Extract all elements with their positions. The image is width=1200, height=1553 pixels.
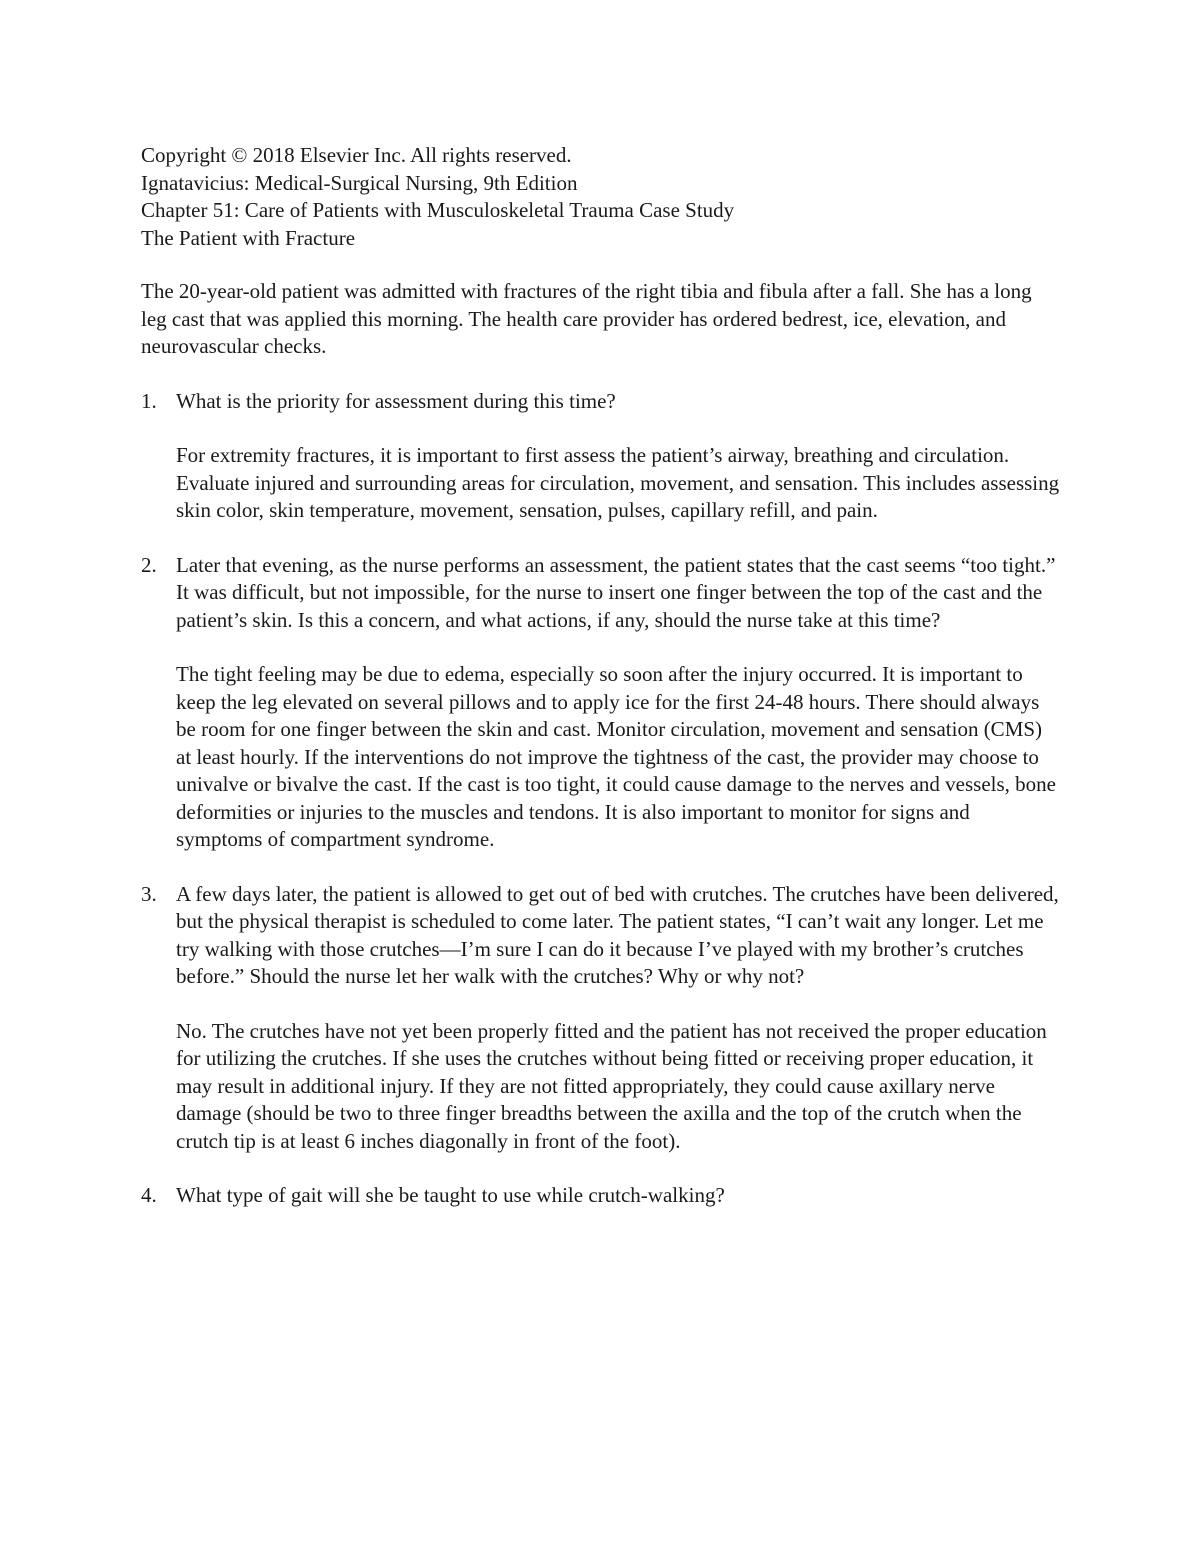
- question-list: [141, 388, 1061, 1210]
- case-intro: The 20-year-old patient was admitted with fractures of the right tibia and fibula after a fall. She has a long leg cast that was applied this morning. The health care provider has ordered bedrest, ice, elevation, and neurovascular checks.: [141, 279, 1032, 358]
- answer-text: For extremity fractures, it is important to first assess the patient’s airway, breathing and circulation. Evaluate injured and surrounding areas for circulation, movement, and sensation. This includes assessing skin color, skin temperature, movement, sensation, pulses, capillary refill, and pain.: [176, 443, 1060, 522]
- question-number: 3.: [141, 881, 157, 906]
- question-text: Later that evening, as the nurse performs an assessment, the patient states that the cast seems “too tight.” It was difficult, but not impossible, for the nurse to insert one finger between the top of the cast and the patient’s skin. Is this a concern, and what actions, if any, should the nurse take at this time?: [176, 552, 1056, 632]
- question-item-4: [141, 1182, 1061, 1210]
- question-text: What is the priority for assessment during this time?: [176, 388, 616, 413]
- question-number: 1.: [141, 388, 157, 413]
- document-header: [141, 142, 1061, 252]
- question-number: 4.: [141, 1183, 157, 1207]
- copyright-line: Copyright © 2018 Elsevier Inc. All rights reserved.: [141, 143, 572, 167]
- book-title: Ignatavicius: Medical-Surgical Nursing, 9th Edition: [141, 170, 578, 195]
- question-text: What type of gait will she be taught to use while crutch-walking?: [176, 1183, 725, 1207]
- answer-text: No. The crutches have not yet been properly fitted and the patient has not received the proper education for utilizing the crutches. If she uses the crutches without being fitted or receiving proper education, it may result in additional injury. If they are not fitted appropriately, they could cause axillary nerve damage (should be two to three finger breadths between the axilla and the top of the crutch when the crutch tip is at least 6 inches diagonally in front of the foot).: [176, 1018, 1047, 1153]
- question-item-3: [141, 881, 1061, 1156]
- chapter-title: Chapter 51: Care of Patients with Musculoskeletal Trauma Case Study: [141, 198, 735, 222]
- question-item-2: [141, 552, 1061, 854]
- question-text: A few days later, the patient is allowed to get out of bed with crutches. The crutches have been delivered, but the physical therapist is scheduled to come later. The patient states, “I can’t wait any longer. Let me try walking with those crutches—I’m sure I can do it because I’ve played with my brother’s crutches before.” Should the nurse let her walk with the crutches? Why or why not?: [176, 881, 1059, 988]
- case-study-title: The Patient with Fracture: [141, 225, 356, 250]
- question-item-1: [141, 388, 1061, 525]
- document-body: [141, 142, 1061, 1237]
- question-number: 2.: [141, 552, 157, 577]
- answer-text: The tight feeling may be due to edema, especially so soon after the injury occurred. It is important to keep the leg elevated on several pillows and to apply ice for the first 24-48 hours. There should always be room for one finger between the skin and cast. Monitor circulation, movement and sensation (CMS) at least hourly. If the interventions do not improve the tightness of the cast, the provider may choose to univalve or bivalve the cast. If the cast is too tight, it could cause damage to the nerves and vessels, bone deformities or injuries to the muscles and tendons. It is also important to monitor for signs and symptoms of compartment syndrome.: [176, 662, 1056, 851]
